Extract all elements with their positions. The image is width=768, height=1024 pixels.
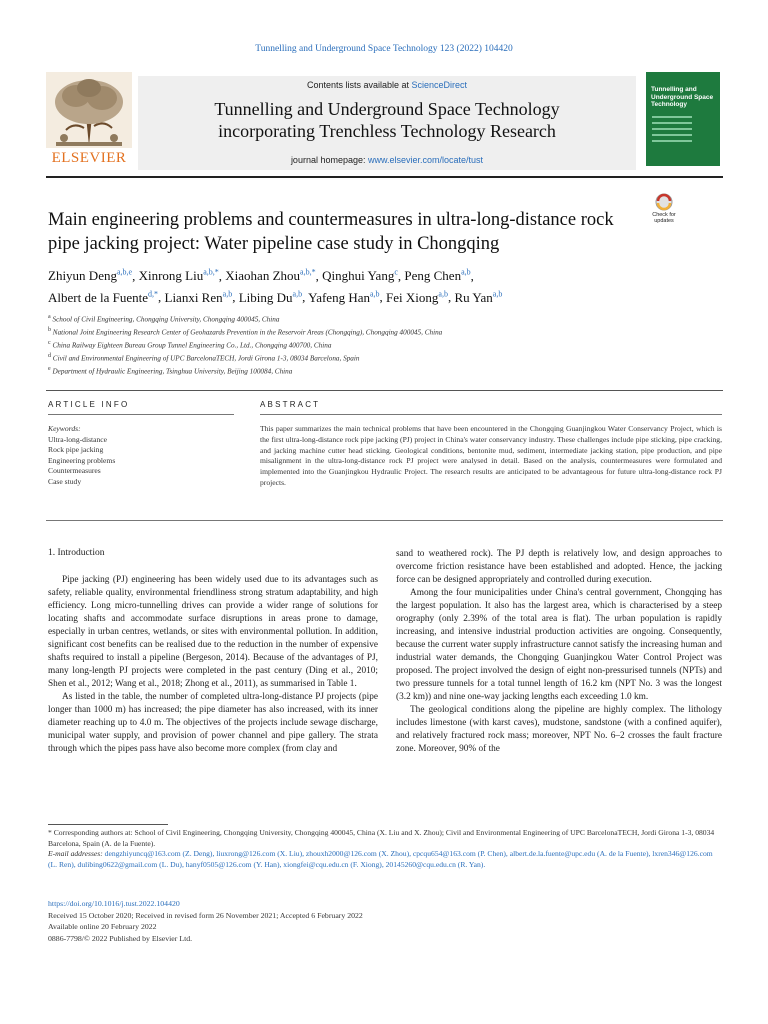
keyword: Ultra-long-distance xyxy=(48,434,108,444)
author[interactable] xyxy=(48,290,158,305)
doi-link[interactable]: https://doi.org/10.1016/j.tust.2022.104420 xyxy=(48,899,180,908)
author-name: Ru Yan xyxy=(454,289,493,305)
publication-metadata xyxy=(48,898,722,944)
author-affiliation-marks[interactable]: a,b xyxy=(492,289,503,299)
elsevier-wordmark: ELSEVIER xyxy=(51,150,127,166)
author[interactable] xyxy=(386,290,448,305)
affiliation xyxy=(48,325,718,338)
author-affiliation-marks[interactable]: a,b xyxy=(369,289,380,299)
contents-line xyxy=(138,80,636,90)
article-info-heading: ARTICLE INFO xyxy=(48,400,130,409)
author[interactable] xyxy=(239,290,302,305)
article-info-rule xyxy=(48,414,234,415)
email-label: E-mail addresses: xyxy=(48,849,105,858)
header-rule xyxy=(46,176,723,178)
journal-homepage xyxy=(138,155,636,165)
author[interactable] xyxy=(48,268,132,283)
affiliation xyxy=(48,312,718,325)
corresponding-author-note: * Corresponding authors at: School of Civil Engineering, Chongqing University, Chongqing 400045, China (X. Liu and X. Zhou); Civil and Environmental Engineering of UPC BarcelonaTECH, Jordi Girona 1-3, 08034 Barcelona, Spain (A. de la Fuente). xyxy=(48,828,715,848)
homepage-link[interactable]: www.elsevier.com/locate/tust xyxy=(368,155,484,165)
author-name: Zhiyun Deng xyxy=(48,268,117,284)
body-paragraph: Among the four municipalities under China's central government, Chongqing has the largest population. It also has the largest area, which is characterised by a steep orography (only 2.39% of the total area is flat). The urban population is rapidly increasing, and intensive industrial production activities are ongoing. Consequently, because the current water supply infrastructure cannot satisfy the increasing human and industrial water demands, the Chongqing Guanjingkou Water Control Project was proposed. The project involved the design of eight non-pressurised tunnels (NPTs) and two pressure tunnels for a total tunnel length of 16.2 km (NPT No. 3 was the longest (3.2 km)) and nine one-way jacking lengths each exceeding 1.0 km. xyxy=(396,588,722,702)
author-affiliation-marks[interactable]: a,b xyxy=(292,289,303,299)
keyword: Engineering problems xyxy=(48,455,116,465)
abstract-end-rule xyxy=(46,520,723,521)
author-affiliation-marks[interactable]: d,* xyxy=(148,289,158,299)
footnotes xyxy=(48,828,722,870)
author-affiliation-marks[interactable]: a,b xyxy=(461,268,471,277)
affiliation-text: National Joint Engineering Research Center of Geohazards Prevention in the Reservoir Areas (Chongqing), Chongqing 400045, China xyxy=(52,328,443,337)
author-name: Qinghui Yang xyxy=(322,268,395,284)
body-paragraph: As listed in the table, the number of completed ultra-long-distance PJ projects (pipe longer than 1000 m) has increased; the pipe diameter has also increased, with its inner diameter reaching up to 4.0 m. The objectives of the projects include sewage discharge, municipal water supply, and provision of power channel and pipe gallery. The strata through which the pipes pass have also become more complex (from clay and xyxy=(48,692,378,754)
keyword: Rock pipe jacking xyxy=(48,445,104,454)
journal-title-line2: incorporating Trenchless Technology Research xyxy=(218,121,556,141)
keyword: Case study xyxy=(48,476,82,486)
affiliation-key: d xyxy=(48,352,51,359)
keyword: Countermeasures xyxy=(48,466,101,475)
body-paragraph: The geological conditions along the pipeline are highly complex. The lithology includes limestone (with karst caves), mudstone, sandstone (with a confined aquifer), and relatively fractured rock mass; moreover, NPT No. 6–2 crosses the fault fracture zone. Moreover, 90% of the xyxy=(396,705,722,754)
body-paragraph-continuation: sand to weathered rock). The PJ depth is relatively low, and design approaches to overcome friction resistance have been established and adopted. Hence, the jacking force can be designed appropriately and controlled during execution. xyxy=(396,549,722,585)
affiliation-key: a xyxy=(48,314,51,320)
journal-reference[interactable]: Tunnelling and Underground Space Technology 123 (2022) 104420 xyxy=(255,44,513,54)
author-name: Peng Chen xyxy=(404,268,462,284)
author-name: Lianxi Ren xyxy=(164,289,223,305)
author[interactable] xyxy=(322,268,398,283)
affiliation-text: Civil and Environmental Engineering of UPC BarcelonaTECH, Jordi Girona 1-3, 08034 Barcelona, Spain xyxy=(52,354,360,363)
author-affiliation-marks[interactable]: a,b xyxy=(222,289,233,299)
body-paragraph: Pipe jacking (PJ) engineering has been widely used due to its advantages such as safety, reliable quality, environmental friendliness strong stratum adaptability, and high efficiency. Long micro-tunnelling drives can provide a wider range of solutions for locating shafts and accommodate surface disruptions in areas prone to damage, especially in urban centres, wetlands, or sites with environmental pollution. In addition, significant cost benefits can be realised due to the reduction in the number of expensive shafts required to install a pipeline (Bergeson, 2014). Because of the advantages of PJ, many long-length PJ projects were completed in the past century (Ding et al., 2010; Shen et al., 2012; Wang et al., 2018; Zhong et al., 2011), as summarised in Table 1. xyxy=(48,575,378,689)
author-name: Fei Xiong xyxy=(386,289,439,305)
abstract-heading: ABSTRACT xyxy=(260,400,321,409)
affiliation-list xyxy=(48,312,718,376)
section-rule xyxy=(46,390,723,391)
author-list: Zhiyun Deng$^{a,b,e}$, Xinrong Liu$^{a,b,*}$, Xiaohan Zhou$^{a,b,*}$, Qinghui Yang$^c$, Peng Chen$^{a,b}$, Albert de la Fuente$^{d,*}$, Lianxi Ren$^{a,b}$, Libing Du$^{a,b}$, Yafeng Han$^{a,b}$, Fei Xiong$^{a,b}$, Ru Yan$^{a,b}$ xyxy=(48,268,503,305)
email-links[interactable]: dengzhiyuncq@163.com (Z. Deng), liuxrong@126.com (X. Liu), zhouxh2000@126.com (X. Zhou), cpcqu654@163.com (P. Chen), albert.de.la.fuente@upc.edu (A. de la Fuente), lxren346@126.com (L. Ren), dulibing0622@gmail.com (L. Du), hanyf0505@126.com (Y. Han), xiongfei@cqu.edu.cn (F. Xiong), 20145260@cqu.edu.cn (R. Yan). xyxy=(48,849,713,869)
author-affiliation-marks[interactable]: a,b xyxy=(438,289,448,299)
homepage-prefix: journal homepage: xyxy=(290,155,368,165)
footnote-rule xyxy=(48,824,168,825)
contents-prefix: Contents lists available at xyxy=(306,80,412,90)
cover-title: Tunnelling and Underground Space Technology xyxy=(651,86,714,108)
author-affiliation-marks[interactable]: a,b,e xyxy=(116,268,133,277)
affiliation-key: e xyxy=(48,365,51,372)
author-name: Xinrong Liu xyxy=(138,268,204,284)
author-name: Libing Du xyxy=(238,289,293,305)
affiliation xyxy=(48,364,718,377)
author[interactable] xyxy=(404,268,470,283)
affiliation-text: China Railway Eighteen Bureau Group Tunnel Engineering Co., Ltd., Chongqing 400700, China xyxy=(52,341,332,350)
affiliation-text: School of Civil Engineering, Chongqing University, Chongqing 400045, China xyxy=(52,315,280,324)
author[interactable] xyxy=(454,290,502,305)
body-column-right xyxy=(396,548,722,756)
abstract-rule xyxy=(260,414,722,415)
journal-title xyxy=(138,98,636,142)
journal-cover-thumbnail[interactable] xyxy=(646,72,720,166)
author[interactable] xyxy=(308,290,379,305)
author[interactable] xyxy=(225,268,315,283)
available-online: Available online 20 February 2022 xyxy=(48,922,157,931)
cover-decoration xyxy=(652,116,692,146)
section-heading-introduction: 1. Introduction xyxy=(48,548,105,558)
affiliation-key: c xyxy=(48,339,51,346)
affiliation xyxy=(48,338,718,351)
affiliation-text: Department of Hydraulic Engineering, Tsinghua University, Beijing 100084, China xyxy=(52,366,293,375)
author-name: Yafeng Han xyxy=(308,289,370,305)
keywords-block xyxy=(48,424,234,487)
issn-copyright: 0886-7798/© 2022 Published by Elsevier Ltd. xyxy=(48,933,193,943)
author-name: Xiaohan Zhou xyxy=(225,268,301,284)
author-affiliation-marks[interactable]: a,b,* xyxy=(300,268,316,277)
article-title: Main engineering problems and countermeasures in ultra-long-distance rock pipe jacking project: Water pipeline case study in Chongqing xyxy=(48,210,614,254)
journal-title-line1: Tunnelling and Underground Space Technology xyxy=(214,99,560,119)
body-column-left xyxy=(48,574,378,756)
author[interactable] xyxy=(139,268,219,283)
check-for-updates-label[interactable]: Check for updates xyxy=(652,212,676,224)
keywords-label: Keywords: xyxy=(48,424,81,433)
abstract-text: This paper summarizes the main technical problems that have been encountered in the Chongqing Guanjingkou Water Conservancy Project, which is the first ultra-long-distance rock pipe jacking (PJ) project in China's water conservancy industry. These challenges include pipe sticking, pipe cracking, and jacking machine cutter head sticking. Geological conditions, bentonite mud, sediment, intermediate jacking station, pipe production, and pipe misalignment in the ultra-long-distance rock PJ project were analysed in detail. Based on the analysis, countermeasures were formulated and implemented into the Guanjingkou Hydraulic Project. The research results are anticipated to be advantageous for future ultra-long-distance rock PJ projects. xyxy=(260,424,722,487)
email-addresses xyxy=(48,849,722,870)
affiliation xyxy=(48,351,718,364)
received-dates: Received 15 October 2020; Received in revised form 26 November 2021; Accepted 6 February 2022 xyxy=(48,910,363,920)
sciencedirect-link[interactable]: ScienceDirect xyxy=(411,80,468,90)
author-affiliation-marks[interactable]: c xyxy=(394,268,398,277)
author[interactable] xyxy=(165,290,233,305)
affiliation-key: b xyxy=(48,326,51,333)
author-name: Albert de la Fuente xyxy=(48,289,148,305)
author-affiliation-marks[interactable]: a,b,* xyxy=(203,268,219,277)
